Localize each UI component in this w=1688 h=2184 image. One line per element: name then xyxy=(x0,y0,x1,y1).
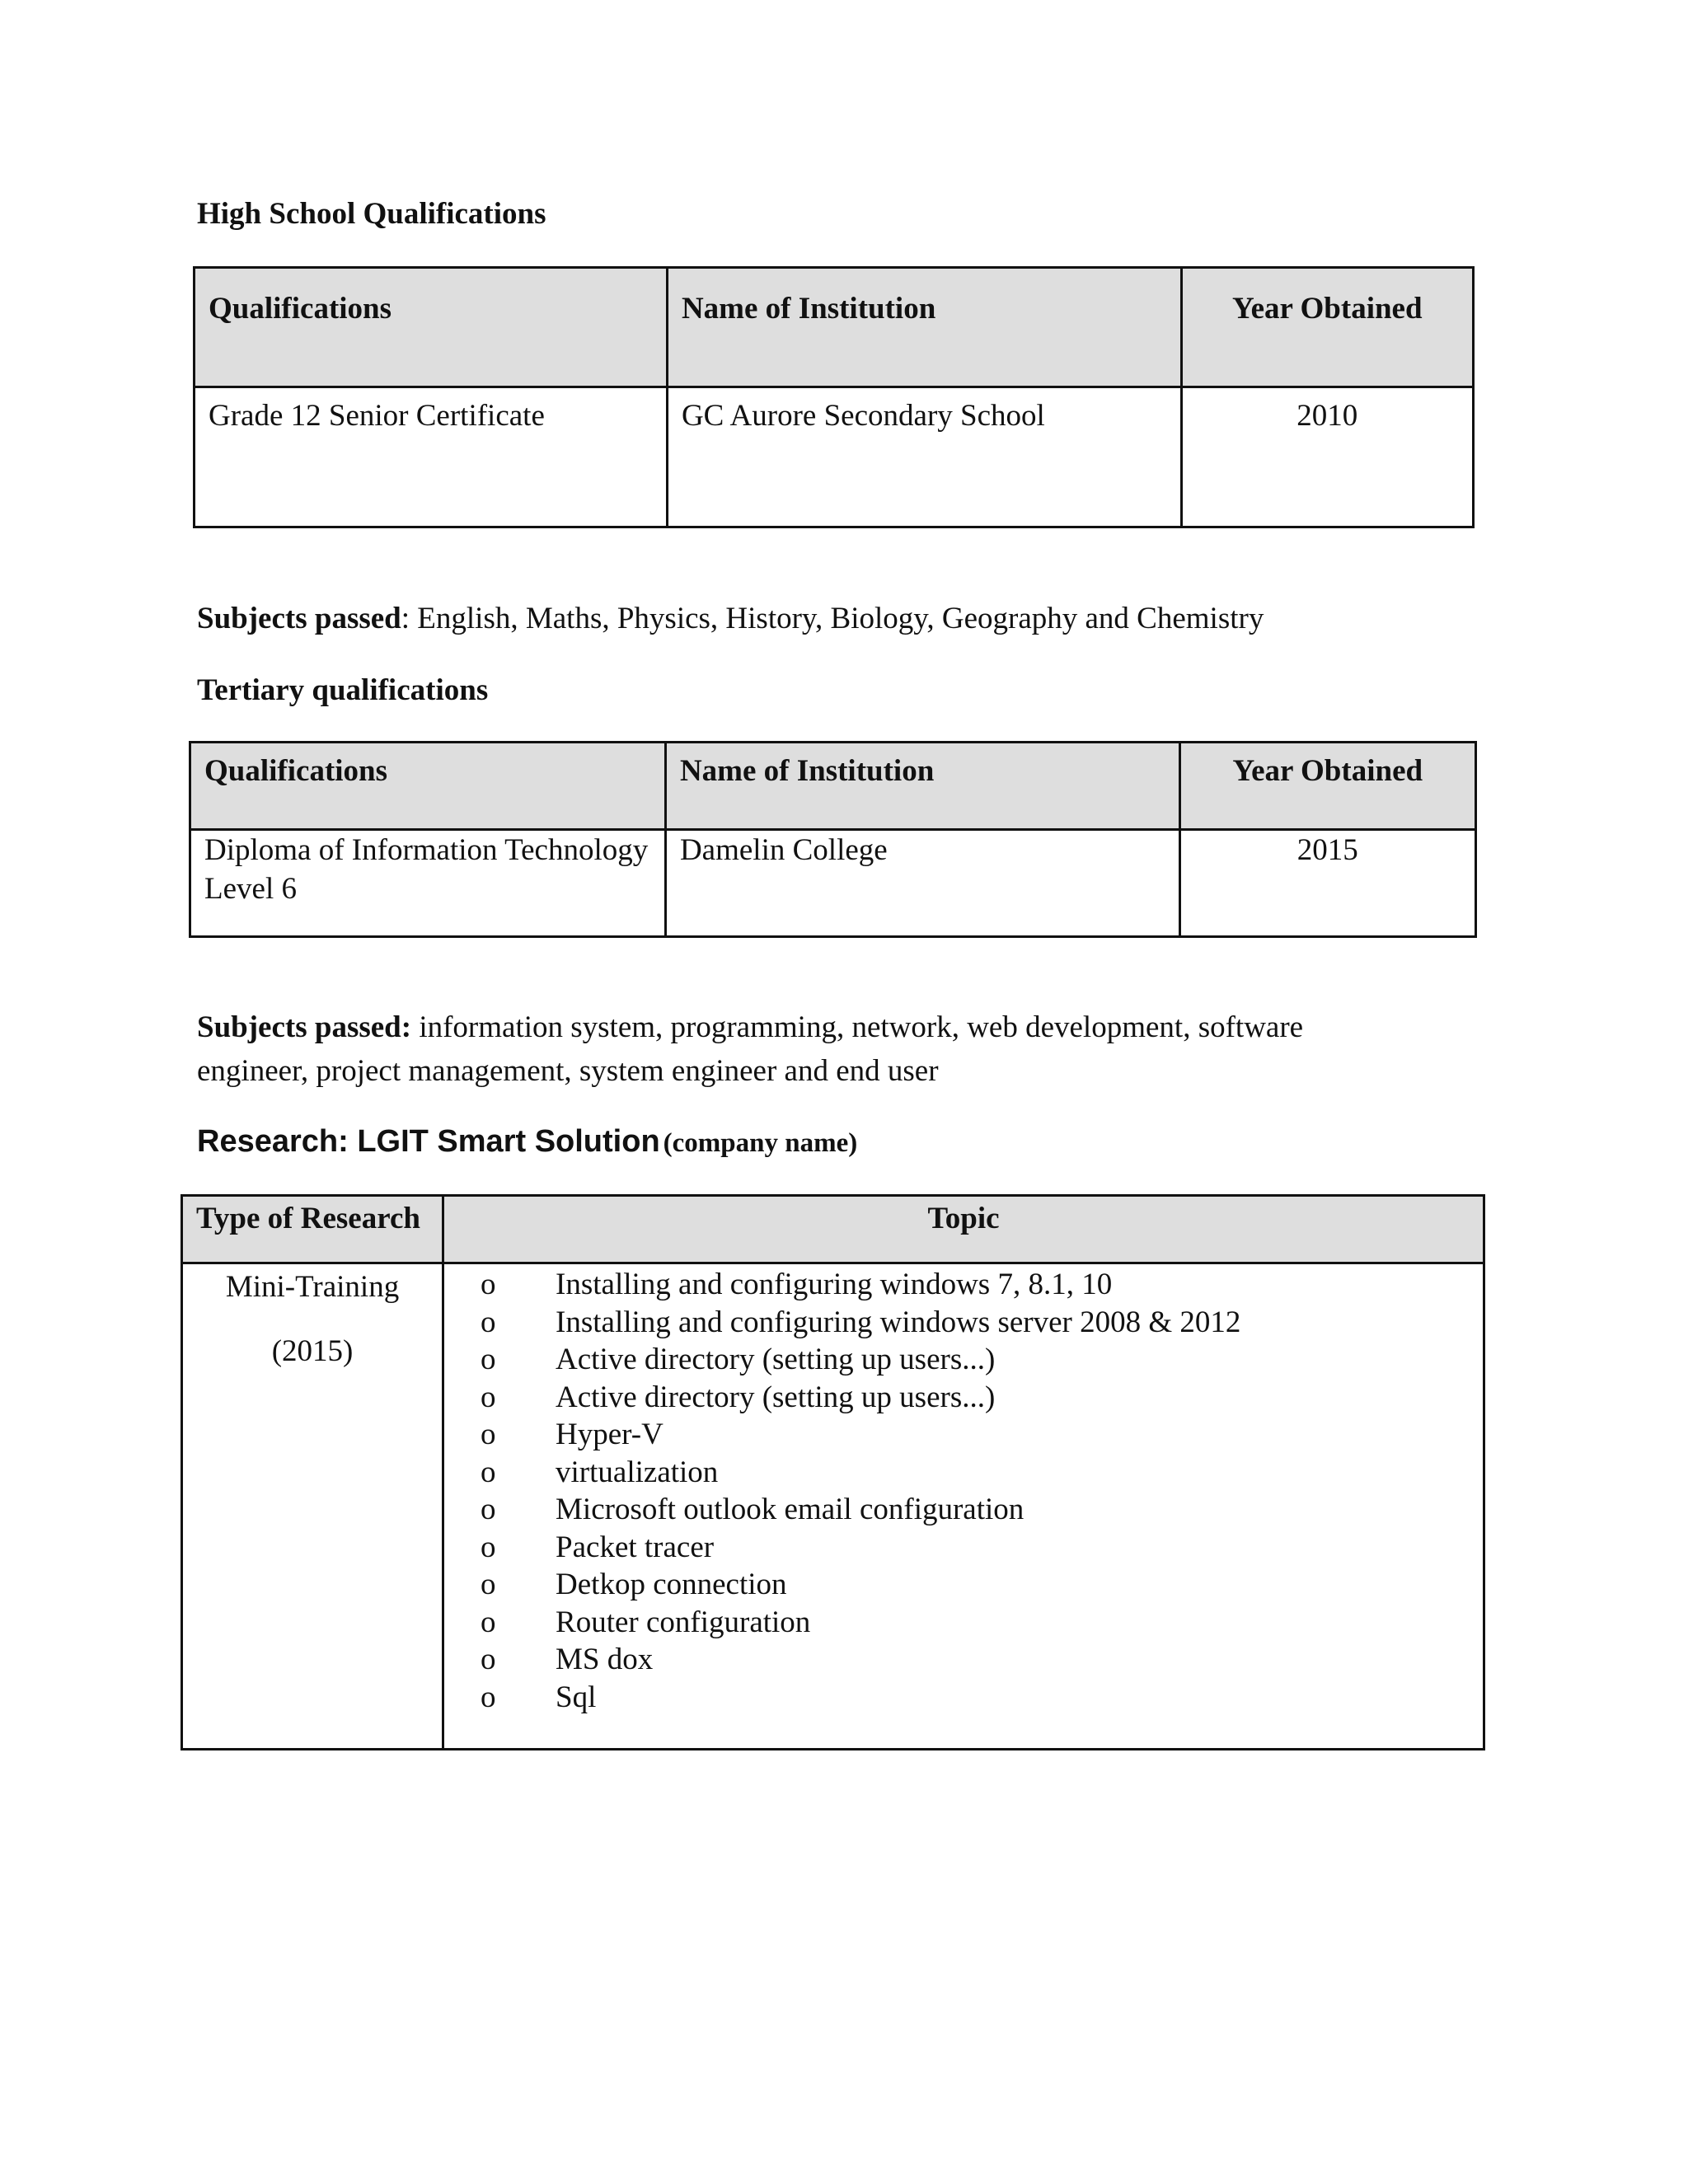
header-topic: Topic xyxy=(443,1196,1484,1263)
cell-year: 2010 xyxy=(1181,387,1473,527)
header-qualifications: Qualifications xyxy=(195,268,668,387)
tertiary-subjects-line-2: engineer, project management, system engineer and end user xyxy=(197,1054,939,1088)
topic-text: MS dox xyxy=(556,1643,654,1676)
list-item xyxy=(444,1641,1483,1679)
table-header-row xyxy=(190,743,1476,830)
cell-type xyxy=(182,1263,443,1750)
research-year: (2015) xyxy=(271,1334,354,1368)
list-item xyxy=(444,1304,1483,1342)
list-item xyxy=(444,1416,1483,1454)
research-heading xyxy=(197,1124,857,1160)
subjects-text: : English, Maths, Physics, History, Biology, Geography and Chemistry xyxy=(401,602,1264,635)
bullet-icon: o xyxy=(481,1605,496,1639)
topic-text: Detkop connection xyxy=(556,1568,787,1601)
research-table xyxy=(181,1194,1485,1750)
subjects-label: Subjects passed xyxy=(197,602,401,635)
cell-institution: Damelin College xyxy=(665,830,1179,937)
bullet-icon: o xyxy=(481,1268,496,1301)
list-item xyxy=(444,1604,1483,1642)
cell-qualification: Grade 12 Senior Certificate xyxy=(195,387,668,527)
research-note: (company name) xyxy=(663,1128,858,1158)
tertiary-heading: Tertiary qualifications xyxy=(197,673,489,707)
table-row xyxy=(182,1263,1484,1750)
list-item xyxy=(444,1529,1483,1567)
research-title: Research: LGIT Smart Solution xyxy=(197,1124,660,1159)
table-row xyxy=(195,387,1474,527)
topic-text: Installing and configuring windows server 2008 & 2012 xyxy=(556,1305,1241,1339)
bullet-icon: o xyxy=(481,1568,496,1601)
topic-text: Active directory (setting up users...) xyxy=(556,1380,996,1414)
bullet-icon: o xyxy=(481,1455,496,1489)
topic-text: Packet tracer xyxy=(556,1530,715,1564)
bullet-icon: o xyxy=(481,1343,496,1376)
header-institution: Name of Institution xyxy=(665,743,1179,830)
list-item xyxy=(444,1566,1483,1604)
cell-year: 2015 xyxy=(1179,830,1475,937)
topic-text: Microsoft outlook email configuration xyxy=(556,1493,1025,1526)
topic-text: Sql xyxy=(556,1680,597,1714)
bullet-icon: o xyxy=(481,1418,496,1451)
list-item xyxy=(444,1379,1483,1417)
topic-text: virtualization xyxy=(556,1455,719,1489)
list-item xyxy=(444,1341,1483,1379)
bullet-icon: o xyxy=(481,1305,496,1339)
bullet-icon: o xyxy=(481,1530,496,1564)
topic-text: Active directory (setting up users...) xyxy=(556,1343,996,1376)
bullet-icon: o xyxy=(481,1643,496,1676)
tertiary-table xyxy=(189,741,1477,938)
header-year: Year Obtained xyxy=(1179,743,1475,830)
bullet-icon: o xyxy=(481,1680,496,1714)
list-item xyxy=(444,1679,1483,1717)
high-school-table xyxy=(193,266,1475,528)
table-header-row xyxy=(182,1196,1484,1263)
header-type: Type of Research xyxy=(182,1196,443,1263)
header-year: Year Obtained xyxy=(1181,268,1473,387)
subjects-text: information system, programming, network, web development, software xyxy=(411,1010,1304,1044)
table-header-row xyxy=(195,268,1474,387)
bullet-icon: o xyxy=(481,1380,496,1414)
list-item xyxy=(444,1491,1483,1529)
subjects-label: Subjects passed: xyxy=(197,1010,412,1044)
list-item xyxy=(444,1454,1483,1492)
topic-list xyxy=(444,1264,1483,1716)
header-qualifications: Qualifications xyxy=(190,743,666,830)
topic-text: Router configuration xyxy=(556,1605,811,1639)
topic-text: Hyper-V xyxy=(556,1418,663,1451)
tertiary-subjects-line-1 xyxy=(197,1005,1303,1049)
header-institution: Name of Institution xyxy=(667,268,1181,387)
cell-institution: GC Aurore Secondary School xyxy=(667,387,1181,527)
bullet-icon: o xyxy=(481,1493,496,1526)
research-type: Mini-Training xyxy=(225,1270,400,1304)
cell-qualification: Diploma of Information Technology Level 6 xyxy=(190,830,666,937)
high-school-subjects xyxy=(197,597,1264,640)
high-school-heading: High School Qualifications xyxy=(197,197,546,231)
table-row xyxy=(190,830,1476,937)
cell-topics xyxy=(443,1263,1484,1750)
tertiary-subjects xyxy=(197,1005,1303,1093)
list-item xyxy=(444,1266,1483,1304)
topic-text: Installing and configuring windows 7, 8.1, 10 xyxy=(556,1268,1113,1301)
